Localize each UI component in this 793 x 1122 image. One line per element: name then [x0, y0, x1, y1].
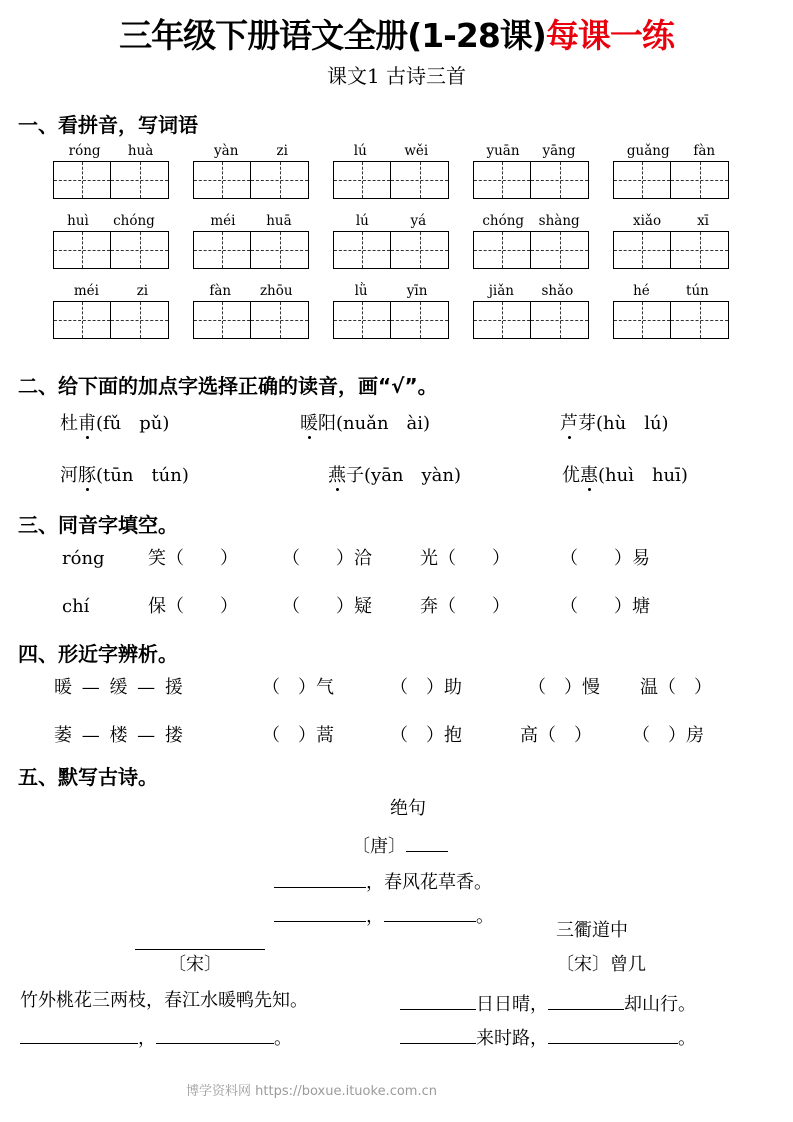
pinyin-label: shǎo [541, 283, 574, 300]
pronunciation-item[interactable] [60, 415, 169, 433]
pronunciation-choices[interactable]: (fǔ pǔ) [96, 413, 170, 435]
tianzige-box[interactable] [473, 301, 589, 339]
tianzige-box[interactable] [53, 301, 169, 339]
tianzige-cell[interactable] [531, 162, 588, 198]
tianzige-box[interactable] [613, 161, 729, 199]
similar-char-slot[interactable]: 高（ ） [520, 725, 592, 747]
similar-char-set: 暖 — 缓 — 援 [54, 677, 185, 699]
poem-title-blank-wrap [135, 932, 265, 954]
poem-line-2 [274, 904, 494, 926]
tianzige-cell[interactable] [251, 302, 308, 338]
poem-dynasty: 〔唐〕 [352, 836, 406, 858]
poem-blank[interactable] [548, 1026, 678, 1044]
poem3-line-2 [400, 1026, 696, 1048]
homophone-slot[interactable]: 保（ ） [148, 596, 238, 618]
tianzige-cell[interactable] [111, 302, 168, 338]
poem-text: ，春风花草香。 [366, 872, 492, 894]
section-4-body [0, 679, 793, 771]
tianzige-cell[interactable] [614, 302, 671, 338]
poem-title-sanqu: 三衢道中 [556, 920, 628, 942]
poem-text: 。 [678, 1028, 696, 1050]
pinyin-grid-row [53, 284, 793, 354]
homophone-slot[interactable]: 奔（ ） [420, 596, 510, 618]
tianzige-cell[interactable] [334, 232, 391, 268]
poem-blank[interactable] [548, 992, 624, 1010]
tianzige-cell[interactable] [334, 162, 391, 198]
tianzige-cell[interactable] [531, 232, 588, 268]
item-prefix: 杜 [60, 413, 78, 435]
pinyin-label: zi [136, 283, 149, 300]
poem-juju [0, 800, 793, 930]
pinyin-group [53, 144, 169, 199]
dotted-char: 豚 [78, 465, 96, 487]
tianzige-box[interactable] [53, 231, 169, 269]
poem-text: 却山行。 [624, 994, 696, 1016]
poem-blank[interactable] [274, 870, 366, 888]
tianzige-cell[interactable] [614, 232, 671, 268]
tianzige-box[interactable] [613, 231, 729, 269]
poem-blank[interactable] [156, 1026, 274, 1044]
pinyin-label: fàn [209, 283, 232, 300]
pinyin-label: zi [276, 143, 288, 160]
poem-dynasty-left: 〔宋〕 [168, 954, 222, 976]
dotted-char: 甫 [78, 413, 96, 435]
pinyin-group [193, 144, 309, 199]
homophone-slot[interactable]: （ ）易 [560, 548, 650, 570]
pinyin-label: chóng [113, 213, 155, 230]
tianzige-cell[interactable] [54, 162, 111, 198]
section-2-body [0, 415, 793, 515]
similar-char-slot[interactable]: （ ）助 [390, 677, 462, 699]
homophone-pinyin: chí [62, 596, 90, 618]
dotted-char: 燕 [328, 465, 346, 487]
pinyin-label: huà [127, 143, 154, 160]
pronunciation-item[interactable] [328, 467, 461, 485]
tianzige-box[interactable] [333, 161, 449, 199]
tianzige-cell[interactable] [671, 232, 728, 268]
homophone-pinyin: róng [62, 548, 105, 570]
pronunciation-choices[interactable]: (nuǎn ài) [336, 413, 431, 435]
tianzige-cell[interactable] [111, 162, 168, 198]
page-header [0, 0, 793, 89]
pronunciation-choices[interactable]: (tūn tún) [96, 465, 189, 487]
section-5-heading: 五、默写古诗。 [18, 765, 158, 790]
pinyin-label: xiǎo [632, 213, 662, 230]
pinyin-group [333, 144, 449, 199]
tianzige-cell[interactable] [194, 232, 251, 268]
tianzige-cell[interactable] [391, 232, 448, 268]
pinyin-grid-row [53, 144, 793, 214]
homophone-slot[interactable]: 光（ ） [420, 548, 510, 570]
poem-author-line [352, 834, 448, 856]
pinyin-group [473, 214, 589, 269]
item-prefix: 优 [562, 465, 580, 487]
pronunciation-choices[interactable]: (huì huī) [598, 465, 688, 487]
poem-line-1 [274, 870, 492, 892]
pinyin-label: zhōu [259, 283, 293, 300]
pinyin-label: lǜ [354, 283, 368, 300]
pinyin-grid-row [53, 214, 793, 284]
tianzige-cell[interactable] [334, 302, 391, 338]
similar-char-slot[interactable]: （ ）气 [262, 677, 334, 699]
tianzige-cell[interactable] [531, 302, 588, 338]
pronunciation-item[interactable] [300, 415, 430, 433]
pinyin-label: guǎng [626, 143, 670, 160]
pinyin-label: wěi [404, 143, 429, 160]
poem-blank[interactable] [400, 1026, 476, 1044]
tianzige-cell[interactable] [251, 162, 308, 198]
tianzige-box[interactable] [193, 231, 309, 269]
tianzige-cell[interactable] [391, 162, 448, 198]
pronunciation-choices[interactable]: (hù lú) [596, 413, 669, 435]
pinyin-label: yuān [486, 143, 520, 160]
pinyin-label: róng [68, 143, 101, 160]
tianzige-cell[interactable] [474, 232, 531, 268]
similar-char-slot[interactable]: 温（ ） [640, 677, 712, 699]
watermark: 博学资料网 https://boxue.ituoke.com.cn [186, 1084, 437, 1099]
item-suffix: 子 [346, 465, 364, 487]
pinyin-group [53, 214, 169, 269]
section-2-heading: 二、给下面的加点字选择正确的读音，画“√”。 [18, 374, 438, 399]
pronunciation-item[interactable] [562, 467, 688, 485]
pinyin-label: yá [410, 213, 427, 230]
pinyin-label: jiǎn [488, 283, 514, 300]
poem2-line-2 [20, 1026, 292, 1048]
pinyin-label: fàn [693, 143, 716, 160]
page-title-red: 每课一练 [545, 16, 674, 55]
tianzige-box[interactable] [193, 301, 309, 339]
pronunciation-item[interactable] [560, 415, 669, 433]
poem3-line-1 [400, 992, 696, 1014]
poem-text: 。 [476, 906, 494, 928]
section-3-heading: 三、同音字填空。 [18, 513, 178, 538]
page-title [0, 18, 793, 54]
pinyin-label: méi [210, 213, 236, 230]
page-title-black: 三年级下册语文全册(1-28课) [119, 16, 546, 55]
pinyin-group [613, 214, 729, 269]
tianzige-cell[interactable] [111, 232, 168, 268]
pinyin-label: chóng [482, 213, 525, 230]
poem-blank[interactable] [384, 904, 476, 922]
poem-blank[interactable] [274, 904, 366, 922]
poem-dynasty-right: 〔宋〕曾几 [556, 954, 646, 976]
pinyin-group [613, 144, 729, 199]
pronunciation-choices[interactable]: (yān yàn) [364, 465, 462, 487]
tianzige-box[interactable] [473, 231, 589, 269]
pinyin-label: tún [686, 283, 709, 300]
pinyin-label: yāng [542, 143, 576, 160]
poem-pair-row [0, 920, 793, 1054]
tianzige-box[interactable] [193, 161, 309, 199]
pinyin-label: hé [633, 283, 650, 300]
similar-char-set: 萎 — 楼 — 搂 [54, 725, 185, 747]
poem-blank[interactable] [400, 992, 476, 1010]
tianzige-cell[interactable] [671, 162, 728, 198]
similar-char-slot[interactable]: （ ）房 [632, 725, 704, 747]
tianzige-cell[interactable] [54, 302, 111, 338]
poem-blank[interactable] [20, 1026, 138, 1044]
pinyin-label: huì [67, 213, 89, 230]
tianzige-cell[interactable] [474, 162, 531, 198]
item-suffix: 阳 [318, 413, 336, 435]
page-subtitle: 课文1 古诗三首 [326, 64, 467, 89]
dotted-char: 惠 [580, 465, 598, 487]
similar-char-slot[interactable]: （ ）抱 [390, 725, 462, 747]
pinyin-group [613, 284, 729, 339]
tianzige-cell[interactable] [194, 162, 251, 198]
tianzige-box[interactable] [613, 301, 729, 339]
pinyin-label: huā [266, 213, 292, 230]
section-4-heading: 四、形近字辨析。 [18, 642, 178, 667]
dotted-char: 暖 [300, 413, 318, 435]
tianzige-cell[interactable] [194, 302, 251, 338]
tianzige-box[interactable] [333, 301, 449, 339]
poem-text: ， [138, 1028, 156, 1050]
tianzige-cell[interactable] [251, 232, 308, 268]
section-3-body [0, 550, 793, 646]
poem-text: 。 [274, 1028, 292, 1050]
pinyin-label: xī [697, 213, 709, 230]
item-suffix: 芽 [578, 413, 596, 435]
tianzige-box[interactable] [333, 231, 449, 269]
pinyin-label: lú [355, 213, 369, 230]
pinyin-grid [53, 144, 793, 354]
similar-char-slot[interactable]: （ ）慢 [528, 677, 600, 699]
tianzige-cell[interactable] [474, 302, 531, 338]
tianzige-cell[interactable] [614, 162, 671, 198]
homophone-slot[interactable]: （ ）疑 [282, 596, 372, 618]
pinyin-label: lú [353, 143, 367, 160]
poem-title-blank[interactable] [135, 932, 265, 950]
tianzige-cell[interactable] [671, 302, 728, 338]
pinyin-group [473, 284, 589, 339]
poem-title: 绝句 [390, 798, 426, 820]
pinyin-label: shàng [538, 213, 580, 230]
pinyin-group [473, 144, 589, 199]
pinyin-group [53, 284, 169, 339]
poem-text: 来时路， [476, 1028, 548, 1050]
pinyin-group [333, 214, 449, 269]
poem-text: 日日晴， [476, 994, 548, 1016]
item-prefix: 河 [60, 465, 78, 487]
section-1-heading: 一、看拼音，写词语 [18, 113, 198, 138]
pinyin-label: yàn [214, 143, 239, 160]
pronunciation-item[interactable] [60, 467, 189, 485]
tianzige-cell[interactable] [54, 232, 111, 268]
pinyin-group [193, 284, 309, 339]
homophone-slot[interactable]: （ ）塘 [560, 596, 650, 618]
tianzige-box[interactable] [53, 161, 169, 199]
homophone-slot[interactable]: （ ）洽 [282, 548, 372, 570]
pinyin-label: méi [73, 283, 99, 300]
poem2-line-1: 竹外桃花三两枝，春江水暖鸭先知。 [20, 990, 308, 1012]
dotted-char: 芦 [560, 413, 578, 435]
pinyin-group [193, 214, 309, 269]
homophone-slot[interactable]: 笑（ ） [148, 548, 238, 570]
author-blank[interactable] [406, 834, 448, 852]
pinyin-group [333, 284, 449, 339]
similar-char-slot[interactable]: （ ）蒿 [262, 725, 334, 747]
pinyin-label: yīn [406, 283, 428, 300]
tianzige-cell[interactable] [391, 302, 448, 338]
tianzige-box[interactable] [473, 161, 589, 199]
poem-text: ， [366, 906, 384, 928]
